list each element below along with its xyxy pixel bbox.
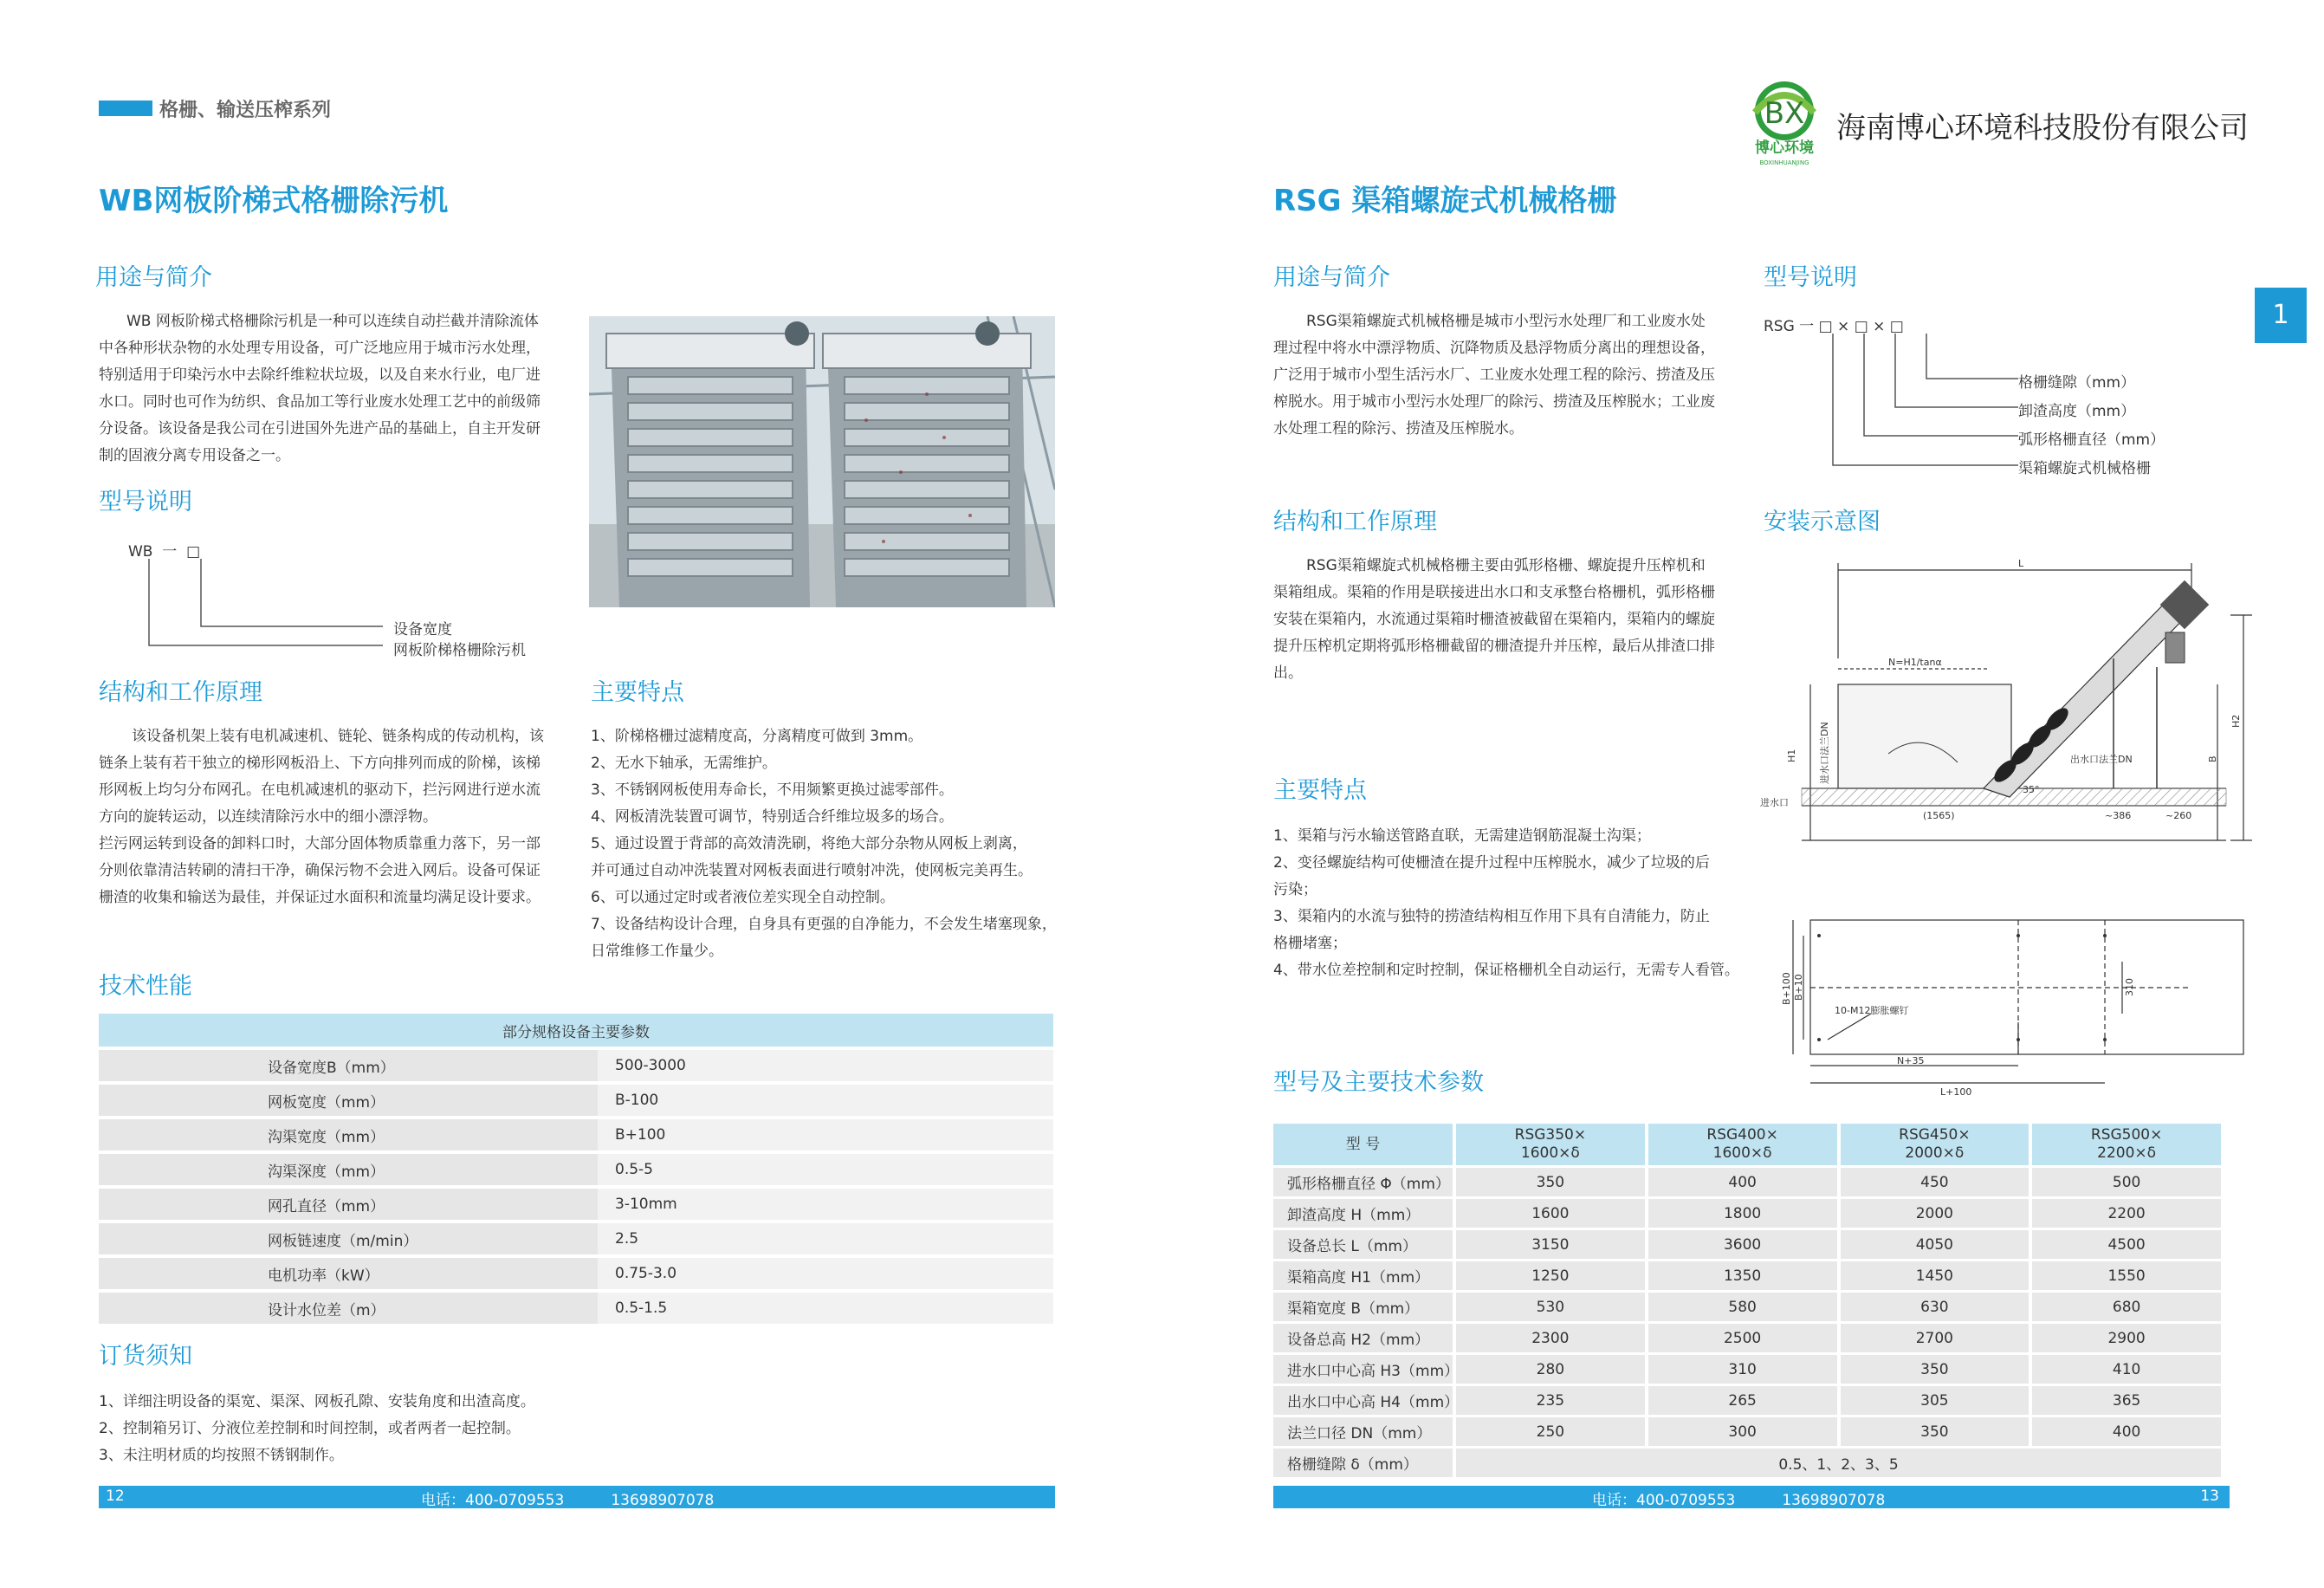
right-model-code: RSG 一 □ × □ × □ [1764,318,1904,335]
right-usage-title: 用途与简介 [1273,264,1390,291]
param-name: 设备总长 L（mm） [1273,1230,1453,1259]
table-row [99,1258,1053,1289]
label-inlet-dn: 进水口法兰DN [1819,722,1830,784]
table-row [99,1154,1053,1185]
cell: 350 [1841,1355,2029,1384]
table-row [1273,1230,2221,1259]
install-top-view [1758,910,2252,1100]
feature-item: 5、通过设置于背部的高效清洗刷，将绝大部分杂物从网板上剥离， [591,835,1027,852]
install-side-view [1758,554,2252,884]
dim-260: ~260 [2165,810,2192,821]
feature-item: 1、阶梯格栅过滤精度高，分离精度可做到 3mm。 [591,728,923,745]
left-order-title: 订货须知 [99,1343,192,1370]
left-model-code: WB 一 □ [128,543,201,561]
left-structure-text [99,723,573,911]
param-name: 网板链速度（m/min） [99,1223,598,1254]
label-inlet: 进水口 [1760,797,1789,808]
cell: 4500 [2032,1230,2221,1259]
feature-item: 3、不锈钢网板使用寿命长，不用频繁更换过滤零部件。 [591,781,954,799]
cell: 1600 [1456,1199,1645,1228]
feature-item: 格栅堵塞； [1273,935,1347,952]
usage-line: 分设备。该设备是我公司在引进国外先进产品的基础上，自主开发研 [99,420,541,438]
cell: 3600 [1648,1230,1837,1259]
structure-line: 出。 [1273,664,1303,682]
right-usage-text [1273,308,1741,443]
param-value: B+100 [598,1119,1053,1150]
table-caption: 部分规格设备主要参数 [99,1014,1053,1047]
cell: 265 [1648,1386,1837,1415]
dim-b: B [2207,755,2218,762]
param-name: 沟渠宽度（mm） [99,1119,598,1150]
table-row [1273,1261,2221,1290]
param-value: B-100 [598,1085,1053,1116]
cell: 310 [1648,1355,1837,1384]
param-name: 设备宽度B（mm） [99,1050,598,1081]
right-footer-contact: 电话：400-0709553 13698907078 [1592,1492,1886,1509]
right-model-label-name: 渠箱螺旋式机械格栅 [2018,460,2151,477]
label-bolt: 10-M12膨胀螺钉 [1835,1005,1909,1016]
structure-line: 提升压榨机定期将弧形格栅截留的栅渣提升并压榨，最后从排渣口排 [1273,638,1715,655]
cell: 580 [1648,1293,1837,1321]
dim-h2: H2 [2230,714,2242,728]
feature-item: 4、带水位差控制和定时控制，保证格栅机全自动运行，无需专人看管。 [1273,962,1739,979]
cell: 280 [1456,1355,1645,1384]
right-footer-bar [1273,1486,2230,1508]
right-features-list [1273,823,1750,984]
param-name: 弧形格栅直径 Φ（mm） [1273,1168,1453,1196]
cell: 2700 [1841,1324,2029,1352]
header-col: RSG500× 2200×δ [2032,1124,2221,1165]
usage-line: 榨脱水。用于城市小型污水处理厂的除污、捞渣及压榨脱水；工业废 [1273,393,1715,411]
feature-item: 3、渠箱内的水流与独特的捞渣结构相互作用下具有自清能力，防止 [1273,908,1710,925]
usage-line: 制的固液分离专用设备之一。 [99,447,290,464]
cell: 400 [1648,1168,1837,1196]
cell: 1350 [1648,1261,1837,1290]
label-outlet-dn: 出水口法兰DN [2070,754,2133,765]
param-value: 3-10mm [598,1189,1053,1220]
logo-cn: 博心环境 [1755,139,1814,157]
right-model-label-gap: 格栅缝隙（mm） [2018,374,2136,392]
param-name: 设计水位差（m） [99,1293,598,1324]
feature-item: 日常维修工作量少。 [591,943,723,960]
header-model: 型 号 [1273,1124,1453,1165]
left-spec-table [99,1010,1053,1327]
param-name: 渠箱宽度 B（mm） [1273,1293,1453,1321]
cell: 2900 [2032,1324,2221,1352]
cell: 235 [1456,1386,1645,1415]
table-row [99,1189,1053,1220]
cell: 2300 [1456,1324,1645,1352]
product-photo [589,316,1055,607]
dim-L: L [2018,558,2024,569]
cell: 1450 [1841,1261,2029,1290]
left-page-title: WB网板阶梯式格栅除污机 [99,184,449,218]
right-spec-table [1270,1121,2224,1480]
cell: 630 [1841,1293,2029,1321]
left-page-number: 12 [106,1488,125,1505]
usage-line: 理过程中将水中漂浮物质、沉降物质及悬浮物质分离出的理想设备， [1273,340,1715,357]
usage-line: RSG渠箱螺旋式机械格栅是城市小型污水处理厂和工业废水处 [1306,313,1706,330]
param-name: 设备总高 H2（mm） [1273,1324,1453,1352]
feature-item: 6、可以通过定时或者液位差实现全自动控制。 [591,889,895,906]
structure-line: 栅渣的收集和输送为最佳，并保证过水面积和流量均满足设计要求。 [99,889,541,906]
right-install-title: 安装示意图 [1764,509,1881,535]
usage-line: 水口。同时也可作为纺织、食品加工等行业废水处理工艺中的前级筛 [99,393,541,411]
dim-n35: N+35 [1897,1055,1925,1066]
param-value: 0.5-5 [598,1154,1053,1185]
right-structure-text [1273,553,1741,687]
series-label: 格栅、输送压榨系列 [159,100,332,121]
cell: 2500 [1648,1324,1837,1352]
order-item: 2、控制箱另订、分液位差控制和时间控制，或者两者一起控制。 [99,1420,521,1437]
right-model-label-diameter: 弧形格栅直径（mm） [2018,431,2165,449]
left-model-label-name: 网板阶梯格栅除污机 [393,642,526,659]
cell: 410 [2032,1355,2221,1384]
right-params-title: 型号及主要技术参数 [1273,1069,1484,1096]
right-model-label-height: 卸渣高度（mm） [2018,403,2136,420]
usage-line: 中各种形状杂物的水处理专用设备，可广泛地应用于城市污水处理， [99,340,541,357]
structure-line: 分则依靠清洁转刷的清扫干净，确保污物不会进入网后。设备可保证 [99,862,541,879]
param-name: 电机功率（kW） [99,1258,598,1289]
dim-1565: (1565) [1923,810,1955,821]
cell: 350 [1841,1417,2029,1446]
logo-en: BOXINHUANJING [1759,159,1809,166]
table-row [1273,1199,2221,1228]
table-row [99,1223,1053,1254]
cell: 500 [2032,1168,2221,1196]
cell: 300 [1648,1417,1837,1446]
cell: 2000 [1841,1199,2029,1228]
table-row [1273,1449,2221,1477]
right-model-title: 型号说明 [1764,264,1857,291]
param-value: 0.75-3.0 [598,1258,1053,1289]
cell: 450 [1841,1168,2029,1196]
feature-item: 2、变径螺旋结构可使栅渣在提升过程中压榨脱水，减少了垃圾的后 [1273,854,1710,872]
company-name: 海南博心环境科技股份有限公司 [1836,111,2249,146]
feature-item: 2、无水下轴承，无需维护。 [591,755,777,772]
feature-item: 污染； [1273,881,1317,898]
cell: 3150 [1456,1230,1645,1259]
angle-label: 35° [2023,784,2040,795]
usage-line: 特别适用于印染污水中去除纤维粒状垃圾，以及自来水行业，电厂进 [99,366,541,384]
usage-line: 广泛用于城市小型生活污水厂、工业废水处理工程的除污、捞渣及压 [1273,366,1715,384]
cell: 1800 [1648,1199,1837,1228]
dim-310: 310 [2124,978,2135,996]
table-row [1273,1386,2221,1415]
logo-letters: BX [1764,96,1805,131]
table-row [99,1119,1053,1150]
structure-line: 方向的旋转运动，以连续清除污水中的细小漂浮物。 [99,808,437,826]
structure-line: 渠箱组成。渠箱的作用是联接进出水口和支承整台格栅机，弧形格栅 [1273,584,1715,601]
dim-h1: H1 [1786,749,1797,762]
param-name: 卸渣高度 H（mm） [1273,1199,1453,1228]
cell: 400 [2032,1417,2221,1446]
structure-line: 拦污网运转到设备的卸料口时，大部分固体物质靠重力落下，另一部 [99,835,541,852]
right-model-diagram [1802,334,2027,472]
chapter-tab [2255,288,2307,343]
left-model-label-width: 设备宽度 [393,621,452,638]
header-col: RSG400× 1600×δ [1648,1124,1837,1165]
left-model-title: 型号说明 [99,489,192,515]
param-name: 沟渠深度（mm） [99,1154,598,1185]
header-col: RSG450× 2000×δ [1841,1124,2029,1165]
left-features-title: 主要特点 [591,679,684,706]
cell: 365 [2032,1386,2221,1415]
feature-item: 1、渠箱与污水输送管路直联，无需建造钢筋混凝土沟渠； [1273,827,1651,845]
structure-line: 链条上装有若干独立的梯形网板沿上、下方向排列而成的阶梯，该梯 [99,755,541,772]
param-value: 2.5 [598,1223,1053,1254]
cell: 1550 [2032,1261,2221,1290]
merged-cell: 0.5、1、2、3、5 [1456,1449,2221,1477]
dim-b100: B+100 [1781,972,1792,1005]
right-structure-title: 结构和工作原理 [1273,509,1437,535]
left-tech-title: 技术性能 [99,973,192,1000]
usage-line: 水处理工程的除污、捞渣及压榨脱水。 [1273,420,1524,438]
left-order-list [99,1389,965,1469]
chapter-number: 1 [2272,300,2289,330]
table-row [1273,1168,2221,1196]
cell: 4050 [1841,1230,2029,1259]
table-row [99,1293,1053,1324]
cell: 350 [1456,1168,1645,1196]
param-value: 500-3000 [598,1050,1053,1081]
dim-386: ~386 [2105,810,2132,821]
left-structure-title: 结构和工作原理 [99,679,262,706]
left-usage-text [99,308,573,470]
company-logo [1738,78,1831,170]
param-name: 进水口中心高 H3（mm） [1273,1355,1453,1384]
left-features-list [591,723,1058,965]
feature-item: 7、设备结构设计合理，自身具有更强的自净能力，不会发生堵塞现象， [591,916,1057,933]
right-features-title: 主要特点 [1273,777,1367,804]
table-row [99,1050,1053,1081]
usage-line: WB 网板阶梯式格栅除污机是一种可以连续自动拦截并清除流体 [126,313,539,330]
table-row [1273,1355,2221,1384]
structure-line: 形网板上均匀分布网孔。在电机减速机的驱动下，拦污网进行逆水流 [99,781,541,799]
dim-n: N=H1/tanα [1888,657,1942,668]
order-item: 1、详细注明设备的渠宽、渠深、网板孔隙、安装角度和出渣高度。 [99,1393,535,1410]
param-value: 0.5-1.5 [598,1293,1053,1324]
left-footer-bar [99,1486,1055,1508]
param-name: 格栅缝隙 δ（mm） [1273,1449,1453,1477]
param-name: 法兰口径 DN（mm） [1273,1417,1453,1446]
cell: 305 [1841,1386,2029,1415]
cell: 1250 [1456,1261,1645,1290]
cell: 250 [1456,1417,1645,1446]
left-footer-contact: 电话：400-0709553 13698907078 [421,1492,715,1509]
table-row [1273,1324,2221,1352]
dim-b10: B+10 [1793,974,1804,1001]
param-name: 网孔直径（mm） [99,1189,598,1220]
left-model-diagram [130,559,407,654]
table-row [99,1085,1053,1116]
structure-line: 安装在渠箱内，水流通过渠箱时栅渣被截留在渠箱内，渠箱内的螺旋 [1273,611,1715,628]
right-page-title: RSG 渠箱螺旋式机械格栅 [1273,184,1617,218]
cell: 530 [1456,1293,1645,1321]
left-usage-title: 用途与简介 [95,264,212,291]
cell: 2200 [2032,1199,2221,1228]
dim-l100: L+100 [1940,1086,1972,1098]
structure-line: RSG渠箱螺旋式机械格栅主要由弧形格栅、螺旋提升压榨机和 [1306,557,1706,574]
order-item: 3、未注明材质的均按照不锈钢制作。 [99,1447,344,1464]
feature-item: 4、网板清洗装置可调节，特别适合纤维垃圾多的场合。 [591,808,954,826]
header-col: RSG350× 1600×δ [1456,1124,1645,1165]
table-header-row [1273,1124,2221,1165]
right-page-number: 13 [2200,1488,2219,1505]
series-marker [99,100,152,116]
structure-line: 该设备机架上装有电机减速机、链轮、链条构成的传动机构，该 [132,728,544,745]
table-row [1273,1293,2221,1321]
feature-item: 并可通过自动冲洗装置对网板表面进行喷射冲洗，使网板完美再生。 [591,862,1033,879]
table-row [1273,1417,2221,1446]
cell: 680 [2032,1293,2221,1321]
param-name: 出水口中心高 H4（mm） [1273,1386,1453,1415]
param-name: 网板宽度（mm） [99,1085,598,1116]
param-name: 渠箱高度 H1（mm） [1273,1261,1453,1290]
